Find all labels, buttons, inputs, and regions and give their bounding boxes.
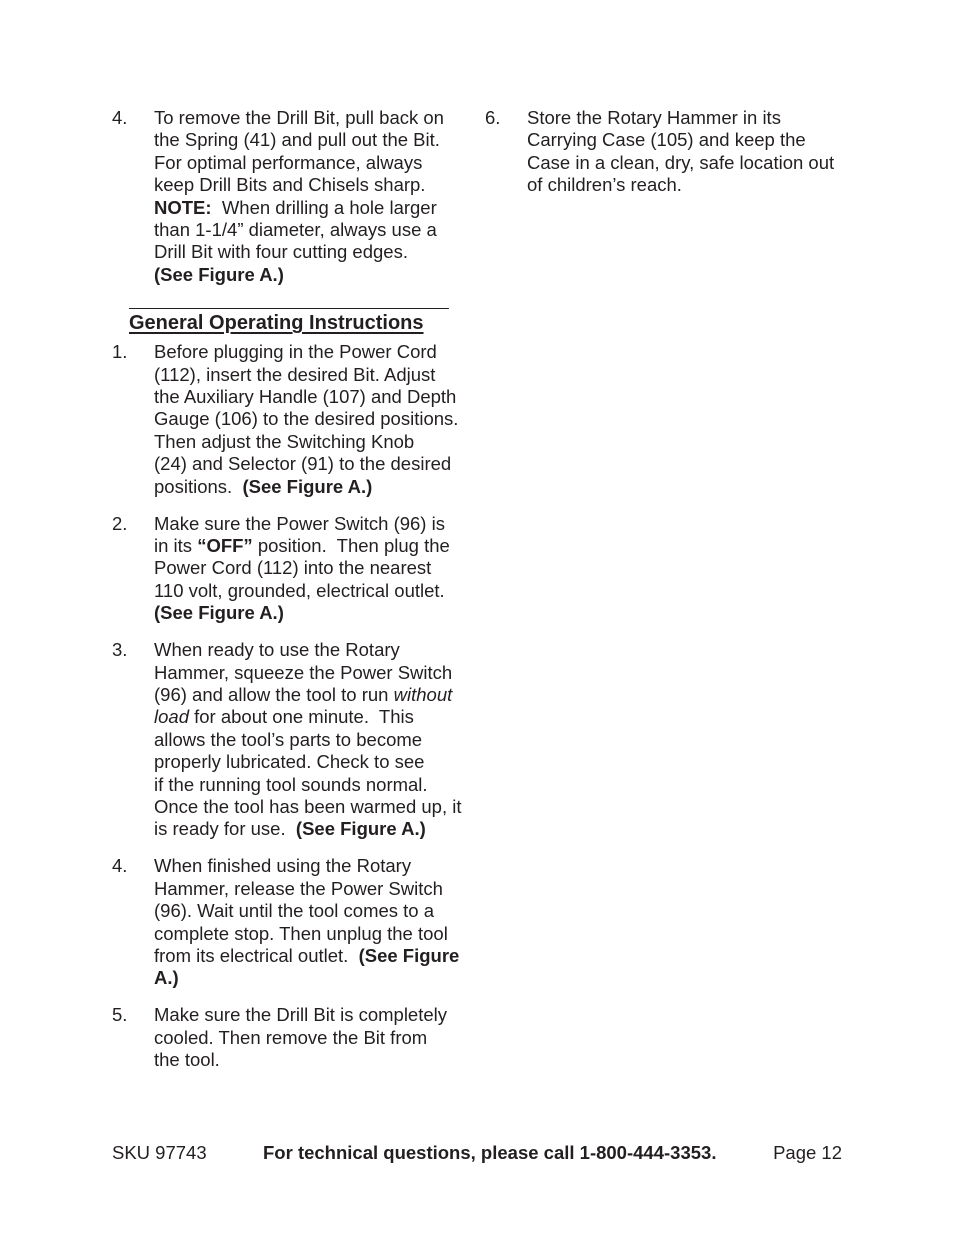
item-text-line: the Auxiliary Handle (107) and Depth (154, 386, 457, 408)
item-text-line: complete stop. Then unplug the tool (154, 922, 448, 944)
item-text-line: When finished using the Rotary (154, 855, 412, 877)
item-text-line: Hammer, squeeze the Power Switch (154, 661, 453, 683)
note-label: NOTE: (154, 196, 212, 218)
item-text-line: of children’s reach. (527, 174, 682, 196)
item-text-line: the Spring (41) and pull out the Bit. (154, 129, 440, 151)
list-item-5 (112, 1004, 472, 1071)
emphasis-text: load (154, 706, 189, 728)
item-text-line: than 1-1/4” diameter, always use a (154, 219, 437, 241)
item-text-line (154, 535, 472, 557)
item-text-line: keep Drill Bits and Chisels sharp. (154, 174, 426, 196)
technical-support-text: For technical questions, please call 1-800-444-3353. (263, 1142, 717, 1163)
section-heading: General Operating Instructions (129, 312, 424, 335)
section-heading-wrapper (129, 308, 449, 337)
note-text: When drilling a hole larger (211, 196, 437, 218)
item-text-line: (24) and Selector (91) to the desired (154, 453, 452, 475)
item-text-line: (112), insert the desired Bit. Adjust (154, 363, 436, 385)
item-text-line (154, 197, 472, 219)
item-text: for about one minute. This (188, 706, 414, 728)
figure-reference: (See Figure A.) (154, 602, 284, 624)
off-label: “OFF” (197, 535, 253, 556)
item-text-line: Carrying Case (105) and keep the (527, 129, 806, 151)
item-number: 2. (112, 512, 128, 534)
item-text-line: Then adjust the Switching Knob (154, 430, 415, 452)
list-item-2 (112, 513, 472, 625)
item-number: 4. (112, 107, 128, 128)
page-footer (112, 1142, 842, 1166)
item-text-line (154, 818, 472, 840)
item-text: positions. (154, 475, 243, 497)
sku-label: SKU 97743 (112, 1142, 207, 1163)
list-item-drill-bit-removal (112, 107, 472, 286)
item-text-line: When ready to use the Rotary (154, 639, 400, 661)
left-column (112, 107, 472, 1071)
item-text-line: Gauge (106) to the desired positions. (154, 408, 459, 430)
item-text: (96) and allow the tool to run (154, 683, 394, 705)
item-text-line: (96). Wait until the tool comes to a (154, 900, 435, 922)
item-text: position. Then plug the (252, 535, 450, 556)
item-text-line: properly lubricated. Check to see (154, 751, 425, 773)
list-item-6 (485, 107, 845, 197)
list-item-1 (112, 341, 472, 498)
item-text-line (154, 706, 472, 728)
item-text-line: Once the tool has been warmed up, it (154, 795, 462, 817)
item-text-line: Power Cord (112) into the nearest (154, 557, 432, 579)
item-text-line: Case in a clean, dry, safe location out (527, 151, 835, 173)
item-text-line (154, 476, 472, 498)
item-text-line: allows the tool’s parts to become (154, 728, 423, 750)
item-text-line: cooled. Then remove the Bit from (154, 1026, 428, 1048)
item-text-line: Make sure the Drill Bit is completely (154, 1004, 448, 1026)
item-number: 5. (112, 1004, 128, 1026)
item-text-line: the tool. (154, 1049, 220, 1071)
item-text-line: Drill Bit with four cutting edges. (154, 241, 408, 263)
item-number: 3. (112, 639, 128, 661)
item-text-line: Before plugging in the Power Cord (154, 341, 437, 363)
figure-reference: (See Figure (358, 944, 460, 966)
item-text-line: Store the Rotary Hammer in its (527, 107, 781, 128)
item-text-line (154, 684, 472, 706)
item-text-line (154, 945, 472, 967)
item-text: is ready for use. (154, 818, 296, 840)
figure-reference: (See Figure A.) (154, 263, 284, 285)
right-column (485, 107, 845, 197)
item-text-line: To remove the Drill Bit, pull back on (154, 107, 444, 128)
figure-reference: (See Figure A.) (242, 475, 373, 497)
item-text-line: For optimal performance, always (154, 151, 423, 173)
item-text-line: Make sure the Power Switch (96) is (154, 512, 445, 534)
page-number: Page 12 (773, 1142, 842, 1163)
item-text-line: 110 volt, grounded, electrical outlet. (154, 579, 445, 601)
item-text: from its electrical outlet. (154, 944, 359, 966)
figure-reference: (See Figure A.) (295, 818, 426, 840)
list-item-3 (112, 639, 472, 841)
item-text: in its (154, 535, 198, 556)
emphasis-text: without (393, 683, 453, 705)
list-item-4 (112, 855, 472, 989)
figure-reference: A.) (154, 967, 179, 989)
item-number: 6. (485, 107, 501, 128)
item-number: 4. (112, 855, 128, 877)
item-text-line: if the running tool sounds normal. (154, 773, 428, 795)
item-text-line: Hammer, release the Power Switch (154, 877, 443, 899)
item-number: 1. (112, 341, 128, 363)
